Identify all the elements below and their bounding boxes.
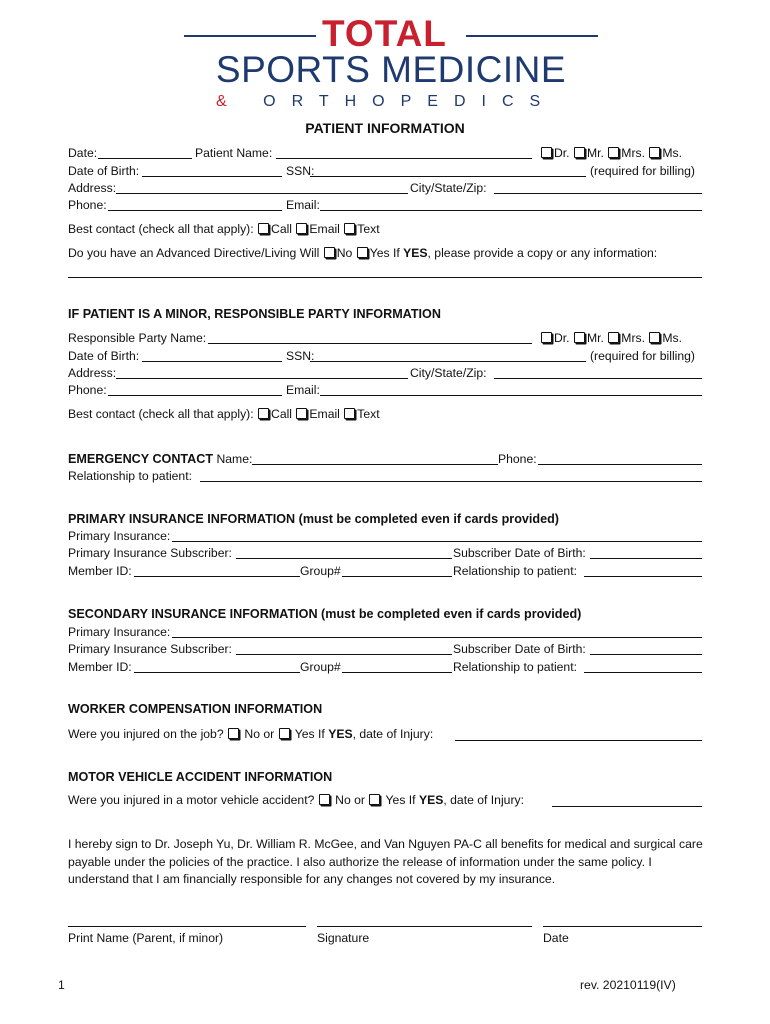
minor-mr-checkbox[interactable] (574, 332, 585, 343)
primary-insurance-label: Primary Insurance: (68, 529, 171, 543)
primary-relationship-label: Relationship to patient: (453, 564, 577, 578)
minor-required-billing-note: (required for billing) (590, 349, 695, 363)
responsible-name-label: Responsible Party Name: (68, 331, 207, 345)
secondary-relationship-field[interactable] (584, 672, 702, 673)
city-label: City/State/Zip: (410, 181, 487, 195)
workers-injury-date-field[interactable] (455, 740, 702, 741)
best-contact-row: Best contact (check all that apply): Call Email Text (68, 222, 380, 236)
minor-address-label: Address: (68, 366, 117, 380)
primary-insurance-field[interactable] (172, 541, 702, 542)
minor-dr-checkbox[interactable] (541, 332, 552, 343)
advance-yes-checkbox[interactable] (357, 247, 368, 258)
mva-injury-date-field[interactable] (552, 806, 702, 807)
required-billing-note: (required for billing) (590, 164, 695, 178)
minor-address-field[interactable] (116, 378, 408, 379)
emergency-relationship-field[interactable] (200, 481, 702, 482)
print-name-line[interactable] (68, 926, 306, 927)
revision-label: rev. 20210119(IV) (580, 978, 676, 992)
minor-call-checkbox[interactable] (258, 408, 269, 419)
mva-row: Were you injured in a motor vehicle accident? No or Yes If YES, date of Injury: (68, 793, 524, 807)
emergency-phone-label: Phone: (498, 452, 537, 466)
minor-mrs-checkbox[interactable] (608, 332, 619, 343)
primary-sub-dob-field[interactable] (590, 558, 702, 559)
primary-member-field[interactable] (134, 576, 300, 577)
signature-label: Signature (317, 931, 370, 945)
call-checkbox[interactable] (258, 223, 269, 234)
minor-city-field[interactable] (494, 378, 702, 379)
email-label: Email: (286, 198, 320, 212)
minor-email-field[interactable] (320, 395, 702, 396)
secondary-insurance-label: Primary Insurance: (68, 625, 171, 639)
email-field[interactable] (320, 210, 702, 211)
email-checkbox[interactable] (296, 223, 307, 234)
patient-title-options: Dr. Mr. Mrs. Ms. (540, 146, 682, 160)
date-label: Date: (68, 146, 98, 160)
page-title: PATIENT INFORMATION (305, 120, 465, 136)
secondary-sub-dob-label: Subscriber Date of Birth: (453, 642, 586, 656)
minor-phone-field[interactable] (108, 395, 282, 396)
minor-phone-label: Phone: (68, 383, 107, 397)
responsible-name-field[interactable] (208, 343, 532, 344)
signature-line[interactable] (317, 926, 532, 927)
emergency-name-row: EMERGENCY CONTACT Name: (68, 452, 253, 466)
emergency-relationship-label: Relationship to patient: (68, 469, 192, 483)
minor-best-contact-row: Best contact (check all that apply): Call Email Text (68, 407, 380, 421)
advance-directive-row: Do you have an Advanced Directive/Living Will No Yes If YES, please provide a copy or any information: (68, 246, 658, 260)
date-field[interactable] (98, 158, 192, 159)
workers-yes-checkbox[interactable] (279, 728, 290, 739)
minor-email-checkbox[interactable] (296, 408, 307, 419)
primary-group-field[interactable] (342, 576, 452, 577)
secondary-member-field[interactable] (134, 672, 300, 673)
address-label: Address: (68, 181, 117, 195)
mva-header: MOTOR VEHICLE ACCIDENT INFORMATION (68, 770, 333, 784)
mva-no-checkbox[interactable] (319, 794, 330, 805)
signature-date-label: Date (543, 931, 569, 945)
address-field[interactable] (116, 193, 408, 194)
dr-checkbox[interactable] (541, 147, 552, 158)
mva-yes-checkbox[interactable] (369, 794, 380, 805)
minor-title-options: Dr. Mr. Mrs. Ms. (540, 331, 682, 345)
minor-dob-label: Date of Birth: (68, 349, 140, 363)
emergency-name-field[interactable] (252, 464, 498, 465)
minor-text-checkbox[interactable] (344, 408, 355, 419)
primary-group-label: Group# (300, 564, 341, 578)
workers-comp-header: WORKER COMPENSATION INFORMATION (68, 702, 323, 716)
workers-no-checkbox[interactable] (228, 728, 239, 739)
patient-name-label: Patient Name: (195, 146, 273, 160)
emergency-header: EMERGENCY CONTACT (68, 452, 214, 466)
dob-label: Date of Birth: (68, 164, 140, 178)
secondary-group-label: Group# (300, 660, 341, 674)
secondary-member-label: Member ID: (68, 660, 132, 674)
ssn-label: SSN: (286, 164, 315, 178)
consent-paragraph: I hereby sign to Dr. Joseph Yu, Dr. William R. McGee, and Van Nguyen PA-C all benefits for medical and surgical care payable under the policies of the practice. I also authorize the release of information under the same policy. I understand that I am financially responsible for any changes not covered by my insurance. (68, 837, 703, 886)
logo-sports-medicine: SPORTS MEDICINE (215, 49, 567, 90)
mr-checkbox[interactable] (574, 147, 585, 158)
minor-header: IF PATIENT IS A MINOR, RESPONSIBLE PARTY INFORMATION (68, 307, 441, 321)
secondary-insurance-field[interactable] (172, 637, 702, 638)
primary-subscriber-field[interactable] (236, 558, 452, 559)
mrs-checkbox[interactable] (608, 147, 619, 158)
logo-rule-right (466, 35, 598, 37)
primary-subscriber-label: Primary Insurance Subscriber: (68, 546, 232, 560)
signature-date-line[interactable] (543, 926, 702, 927)
minor-ms-checkbox[interactable] (649, 332, 660, 343)
logo-rule-left (184, 35, 316, 37)
ssn-field[interactable] (310, 176, 586, 177)
secondary-sub-dob-field[interactable] (590, 654, 702, 655)
minor-city-label: City/State/Zip: (410, 366, 487, 380)
primary-member-label: Member ID: (68, 564, 132, 578)
secondary-subscriber-label: Primary Insurance Subscriber: (68, 642, 232, 656)
ms-checkbox[interactable] (649, 147, 660, 158)
logo-orthopedics: & ORTHOPEDICS (216, 93, 557, 110)
primary-insurance-header: PRIMARY INSURANCE INFORMATION (must be completed even if cards provided) (68, 512, 559, 526)
emergency-phone-field[interactable] (538, 464, 702, 465)
secondary-group-field[interactable] (342, 672, 452, 673)
minor-dob-field[interactable] (142, 361, 282, 362)
secondary-insurance-header: SECONDARY INSURANCE INFORMATION (must be completed even if cards provided) (68, 607, 582, 621)
primary-sub-dob-label: Subscriber Date of Birth: (453, 546, 586, 560)
city-field[interactable] (494, 193, 702, 194)
text-checkbox[interactable] (344, 223, 355, 234)
dob-field[interactable] (142, 176, 282, 177)
advance-no-checkbox[interactable] (324, 247, 335, 258)
workers-comp-row: Were you injured on the job? No or Yes If YES, date of Injury: (68, 727, 434, 741)
print-name-label: Print Name (Parent, if minor) (68, 931, 224, 945)
secondary-relationship-label: Relationship to patient: (453, 660, 577, 674)
page-number: 1 (58, 978, 65, 992)
minor-ssn-label: SSN: (286, 349, 315, 363)
logo-total: TOTAL (322, 13, 447, 54)
primary-relationship-field[interactable] (584, 576, 702, 577)
secondary-subscriber-field[interactable] (236, 654, 452, 655)
patient-name-field[interactable] (276, 158, 532, 159)
minor-email-label: Email: (286, 383, 320, 397)
phone-field[interactable] (108, 210, 282, 211)
minor-ssn-field[interactable] (310, 361, 586, 362)
phone-label: Phone: (68, 198, 107, 212)
advance-directive-field[interactable] (68, 277, 702, 278)
